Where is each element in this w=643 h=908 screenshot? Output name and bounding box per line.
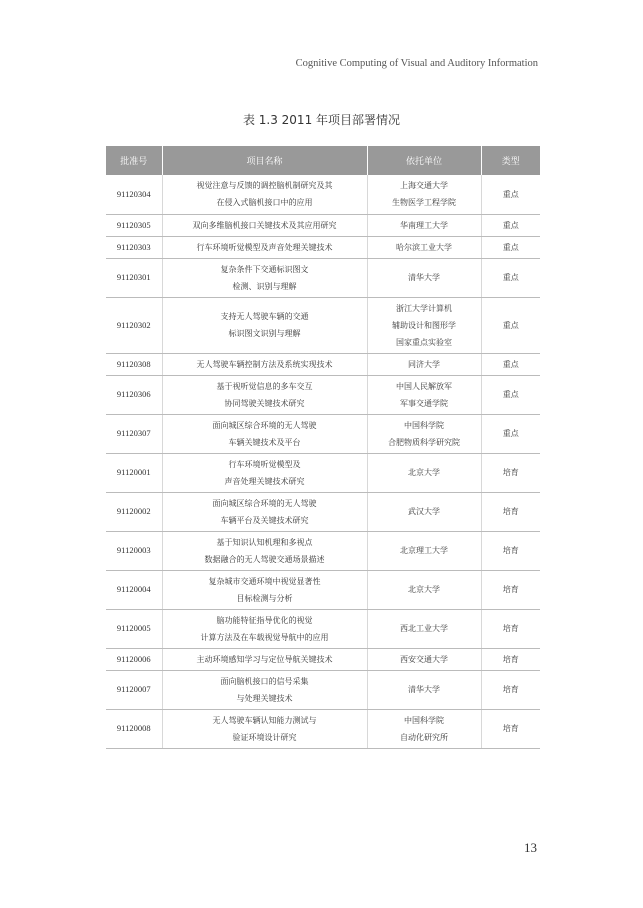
host-institution-line: 武汉大学 (408, 507, 440, 516)
cell-approval-number: 91120307 (106, 414, 162, 453)
project-name-line: 行车环境听觉模型及 (228, 459, 301, 469)
column-header-approval-number: 批准号 (106, 146, 162, 175)
table-row (106, 570, 540, 609)
cell-approval-number: 91120002 (106, 492, 162, 531)
project-name-line: 车辆关键技术及平台 (228, 437, 301, 447)
host-institution-line: 同济大学 (408, 359, 440, 369)
table-row (106, 709, 540, 748)
cell-host-institution (367, 258, 481, 297)
project-name-line: 声音处理关键技术研究 (224, 476, 305, 486)
project-name-line: 支持无人驾驶车辆的交通 (220, 312, 309, 321)
host-institution-line: 辅助设计和图形学 (392, 320, 456, 330)
cell-host-institution (367, 670, 481, 709)
cell-host-institution (367, 353, 481, 375)
cell-approval-number: 91120001 (106, 453, 162, 492)
host-institution-line: 华南理工大学 (400, 220, 448, 230)
table-row (106, 609, 540, 648)
cell-host-institution (367, 648, 481, 670)
cell-approval-number: 91120008 (106, 709, 162, 748)
cell-type: 重点 (481, 297, 540, 353)
cell-approval-number: 91120305 (106, 214, 162, 236)
table-title: 表 1.3 2011 年项目部署情况 (242, 113, 401, 127)
cell-type: 培育 (481, 670, 540, 709)
project-table (106, 146, 540, 749)
project-name-line: 视觉注意与反馈的调控脑机制研究及其 (196, 181, 333, 191)
cell-project-name (162, 175, 367, 214)
cell-approval-number: 91120003 (106, 531, 162, 570)
cell-type: 重点 (481, 214, 540, 236)
cell-project-name (162, 353, 367, 375)
page-number: 13 (524, 840, 537, 855)
cell-type: 重点 (481, 258, 540, 297)
cell-approval-number: 91120007 (106, 670, 162, 709)
cell-approval-number: 91120303 (106, 236, 162, 258)
cell-project-name (162, 414, 367, 453)
project-name-line: 基于视听觉信息的多车交互 (216, 381, 313, 391)
cell-approval-number: 91120304 (106, 175, 162, 214)
cell-host-institution (367, 414, 481, 453)
cell-type: 培育 (481, 453, 540, 492)
cell-host-institution (367, 375, 481, 414)
host-institution-line: 中国人民解放军 (396, 381, 452, 391)
cell-host-institution (367, 492, 481, 531)
project-name-line: 脑功能特征指导优化的视觉 (216, 615, 313, 625)
cell-host-institution (367, 609, 481, 648)
table-row (106, 648, 540, 670)
host-institution-line: 清华大学 (408, 685, 440, 694)
cell-approval-number: 91120005 (106, 609, 162, 648)
project-name-line: 验证环境设计研究 (232, 732, 297, 742)
host-institution-line: 中国科学院 (404, 715, 444, 725)
table-body (106, 175, 540, 748)
cell-type: 培育 (481, 570, 540, 609)
cell-project-name (162, 297, 367, 353)
column-header-host-institution: 依托单位 (367, 146, 481, 175)
host-institution-line: 哈尔滨工业大学 (396, 242, 452, 252)
cell-project-name (162, 492, 367, 531)
host-institution-line: 自动化研究所 (400, 732, 448, 742)
table-row (106, 353, 540, 375)
cell-host-institution (367, 175, 481, 214)
project-name-line: 无人驾驶车辆控制方法及系统实现技术 (196, 359, 333, 369)
table-row (106, 414, 540, 453)
cell-type: 培育 (481, 492, 540, 531)
host-institution-line: 军事交通学院 (400, 398, 448, 408)
host-institution-line: 北京大学 (408, 585, 440, 594)
host-institution-line: 西安交通大学 (400, 654, 448, 664)
cell-project-name (162, 609, 367, 648)
project-name-line: 面向脑机接口的信号采集 (220, 676, 309, 686)
project-name-line: 复杂城市交通环境中视觉显著性 (208, 576, 321, 586)
project-name-line: 复杂条件下交通标识图文 (220, 264, 309, 274)
host-institution-line: 生物医学工程学院 (392, 198, 456, 208)
cell-type: 重点 (481, 353, 540, 375)
cell-host-institution (367, 570, 481, 609)
cell-type: 重点 (481, 414, 540, 453)
project-name-line: 面向城区综合环境的无人驾驶 (212, 420, 317, 430)
project-name-line: 主动环境感知学习与定位导航关键技术 (196, 654, 333, 664)
project-name-line: 协同驾驶关键技术研究 (224, 398, 305, 408)
host-institution-line: 北京理工大学 (400, 546, 448, 555)
table-row (106, 492, 540, 531)
cell-project-name (162, 375, 367, 414)
cell-project-name (162, 531, 367, 570)
table-header-row (106, 146, 540, 175)
project-name-line: 数据融合的无人驾驶交通场景描述 (204, 554, 325, 564)
project-name-line: 行车环境听觉模型及声音处理关键技术 (196, 242, 333, 252)
cell-type: 培育 (481, 648, 540, 670)
table-row (106, 375, 540, 414)
cell-approval-number: 91120004 (106, 570, 162, 609)
host-institution-line: 清华大学 (408, 273, 440, 282)
cell-type: 重点 (481, 375, 540, 414)
cell-type: 培育 (481, 531, 540, 570)
column-header-type: 类型 (481, 146, 540, 175)
cell-type: 重点 (481, 175, 540, 214)
table-row (106, 236, 540, 258)
cell-project-name (162, 236, 367, 258)
project-name-line: 面向城区综合环境的无人驾驶 (212, 498, 317, 508)
cell-project-name (162, 214, 367, 236)
cell-project-name (162, 709, 367, 748)
host-institution-line: 北京大学 (408, 468, 440, 477)
table-row (106, 453, 540, 492)
cell-project-name (162, 453, 367, 492)
host-institution-line: 合肥物质科学研究院 (388, 437, 460, 447)
table-row (106, 670, 540, 709)
project-name-line: 计算方法及在车载视觉导航中的应用 (200, 632, 329, 642)
cell-host-institution (367, 531, 481, 570)
project-name-line: 在侵入式脑机接口中的应用 (216, 198, 313, 208)
host-institution-line: 国家重点实验室 (396, 337, 452, 347)
project-name-line: 标识图文识别与理解 (228, 329, 301, 338)
project-name-line: 检测、识别与理解 (232, 281, 297, 291)
cell-host-institution (367, 709, 481, 748)
cell-host-institution (367, 453, 481, 492)
cell-host-institution (367, 236, 481, 258)
project-name-line: 目标检测与分析 (236, 593, 293, 603)
cell-approval-number: 91120306 (106, 375, 162, 414)
cell-host-institution (367, 214, 481, 236)
host-institution-line: 浙江大学计算机 (396, 303, 452, 313)
cell-host-institution (367, 297, 481, 353)
column-header-project-name: 项目名称 (162, 146, 367, 175)
project-name-line: 与处理关键技术 (236, 693, 293, 703)
cell-project-name (162, 570, 367, 609)
host-institution-line: 中国科学院 (404, 420, 444, 430)
cell-project-name (162, 670, 367, 709)
host-institution-line: 上海交通大学 (400, 181, 448, 191)
cell-project-name (162, 648, 367, 670)
project-name-line: 双向多维脑机接口关键技术及其应用研究 (192, 220, 337, 230)
cell-type: 培育 (481, 709, 540, 748)
table-row (106, 297, 540, 353)
cell-approval-number: 91120006 (106, 648, 162, 670)
table-row (106, 531, 540, 570)
cell-approval-number: 91120301 (106, 258, 162, 297)
running-header: Cognitive Computing of Visual and Auditory Information (295, 58, 538, 69)
cell-approval-number: 91120302 (106, 297, 162, 353)
table-row (106, 258, 540, 297)
cell-type: 培育 (481, 609, 540, 648)
cell-approval-number: 91120308 (106, 353, 162, 375)
project-name-line: 车辆平台及关键技术研究 (220, 515, 309, 525)
table-row (106, 175, 540, 214)
table-row (106, 214, 540, 236)
project-name-line: 无人驾驶车辆认知能力测试与 (212, 715, 317, 725)
project-name-line: 基于知识认知机理和多视点 (216, 537, 313, 547)
cell-project-name (162, 258, 367, 297)
cell-type: 重点 (481, 236, 540, 258)
host-institution-line: 西北工业大学 (400, 624, 448, 633)
